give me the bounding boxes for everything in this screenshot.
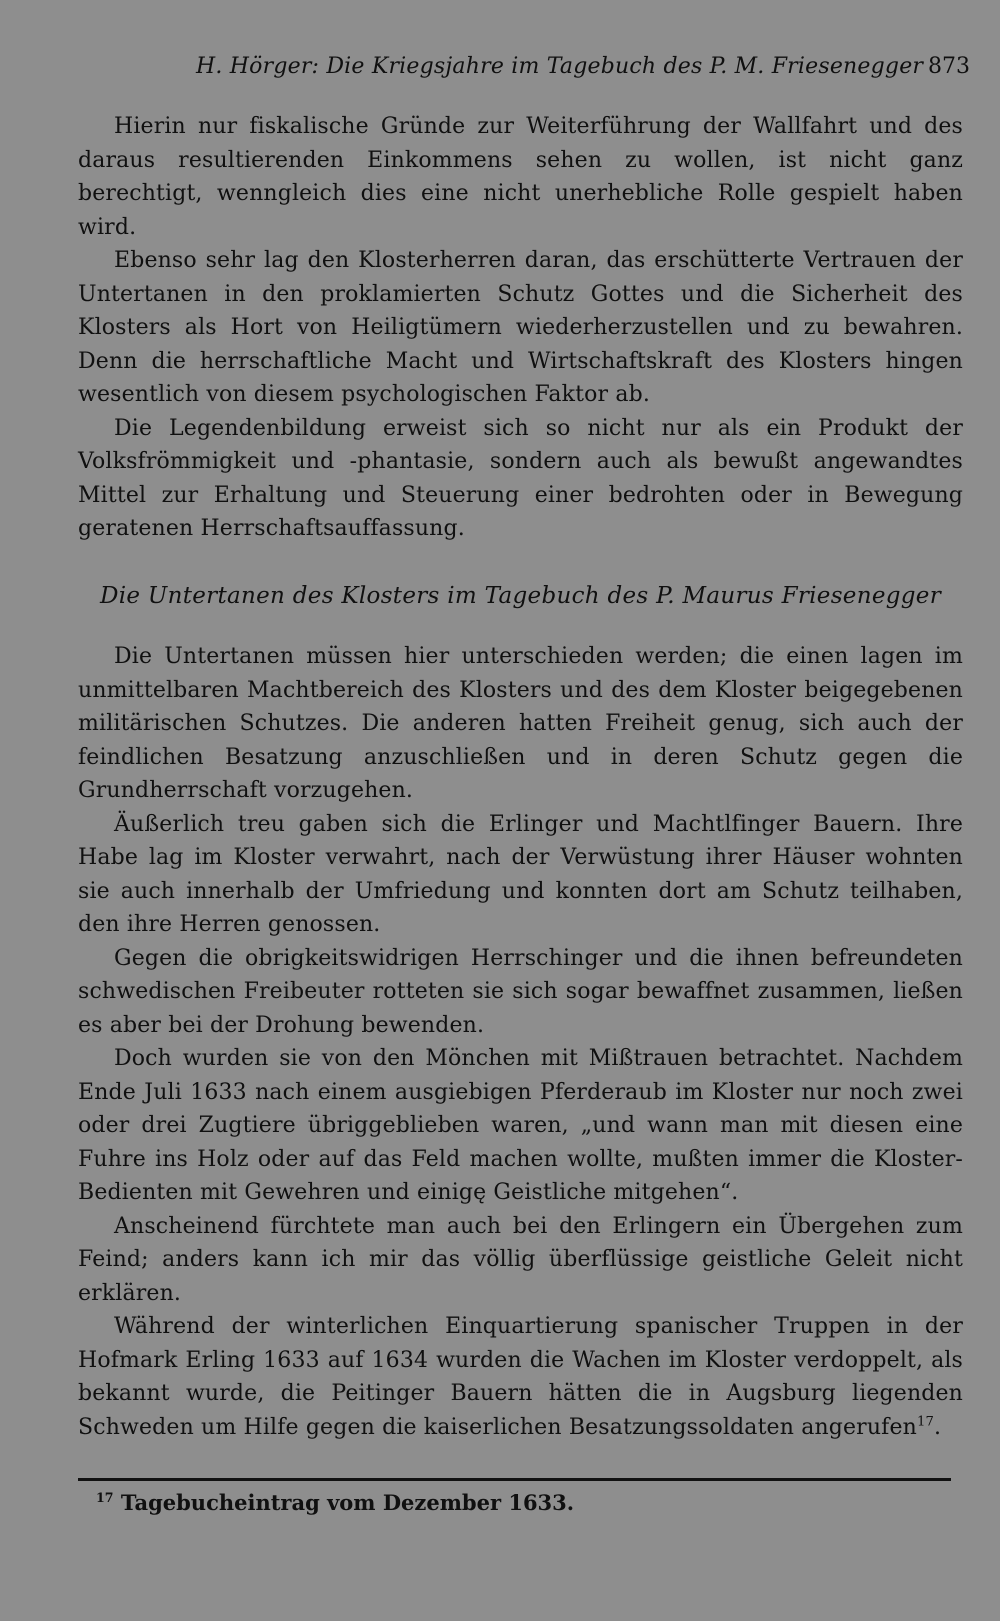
paragraph: Hierin nur fiskalische Gründe zur Weiterführung der Wallfahrt und des daraus resultierenden Einkommens sehen zu wollen, ist nicht ganz berechtigt, wenngleich dies eine nicht unerhebliche Rolle gespielt haben wird.: [78, 114, 963, 240]
section-heading: Die Untertanen des Klosters im Tagebuch des P. Maurus Friesenegger: [100, 583, 941, 609]
paragraph-end: .: [934, 1414, 942, 1440]
paragraph: Gegen die obrigkeitswidrigen Herrschinger und die ihnen befreundeten schwedischen Freibeuter rotteten sie sich sogar bewaffnet zusammen, ließen es aber bei der Drohung bewenden.: [78, 945, 963, 1038]
body-text-before-heading: [78, 110, 963, 546]
page-number: 873: [928, 54, 970, 79]
footnote-text: Tagebucheintrag vom Dezember 1633.: [120, 1490, 575, 1515]
paragraph-with-footnote-ref: [78, 1310, 963, 1444]
paragraph-text: Während der winterlichen Einquartierung spanischer Truppen in der Hofmark Erling 1633 auf 1634 wurden die Wachen im Kloster verdoppelt, als bekannt wurde, die Peitinger Bauern hätten die in Augsburg liegenden Schweden um Hilfe gegen die kaiserlichen Besatzungssoldaten angerufen: [78, 1314, 963, 1440]
running-title: H. Hörger: Die Kriegsjahre im Tagebuch des P. M. Friesenegger: [196, 54, 924, 79]
paragraph: Ebenso sehr lag den Klosterherren daran, das erschütterte Vertrauen der Untertanen in den proklamierten Schutz Gottes und die Sicherheit des Klosters als Hort von Heiligtümern wiederherzustellen und zu bewahren. Denn die herrschaftliche Macht und Wirtschaftskraft des Klosters hingen wesentlich von diesem psychologischen Faktor ab.: [78, 248, 963, 407]
footnote-rule: [78, 1478, 951, 1481]
paragraph: Die Legendenbildung erweist sich so nicht nur als ein Produkt der Volksfrömmigkeit und -phantasie, sondern auch als bewußt angewandtes Mittel zur Erhaltung und Steuerung einer bedrohten oder in Bewegung geratenen Herrschaftsauffassung.: [78, 415, 963, 541]
paragraph: Doch wurden sie von den Mönchen mit Mißtrauen betrachtet. Nachdem Ende Juli 1633 nach einem ausgiebigen Pferderaub im Kloster nur noch zwei oder drei Zugtiere übriggeblieben waren, „und wann man mit diesen eine Fuhre ins Holz oder auf das Feld machen wollte, mußten immer die Kloster-Bedienten mit Gewehren und einigę Geistliche mitgehen“.: [78, 1046, 963, 1205]
running-header: [196, 54, 966, 79]
paragraph: Die Untertanen müssen hier unterschieden werden; die einen lagen im unmittelbaren Machtbereich des Klosters und des dem Kloster beigegebenen militärischen Schutzes. Die anderen hatten Freiheit genug, sich auch der feindlichen Besatzung anzuschließen und in deren Schutz gegen die Grundherrschaft vorzugehen.: [78, 644, 963, 803]
footnote: [96, 1490, 956, 1515]
body-text-after-heading: [78, 640, 963, 1444]
paragraph: Anscheinend fürchtete man auch bei den Erlingern ein Übergehen zum Feind; anders kann ich mir das völlig überflüssige geistliche Geleit nicht erklären.: [78, 1213, 963, 1306]
footnote-marker: 17: [96, 1490, 114, 1505]
paragraph: Äußerlich treu gaben sich die Erlinger und Machtlfinger Bauern. Ihre Habe lag im Kloster verwahrt, nach der Verwüstung ihrer Häuser wohnten sie auch innerhalb der Umfriedung und konnten dort am Schutz teilhaben, den ihre Herren genossen.: [78, 811, 963, 937]
footnote-reference[interactable]: 17: [916, 1414, 935, 1430]
